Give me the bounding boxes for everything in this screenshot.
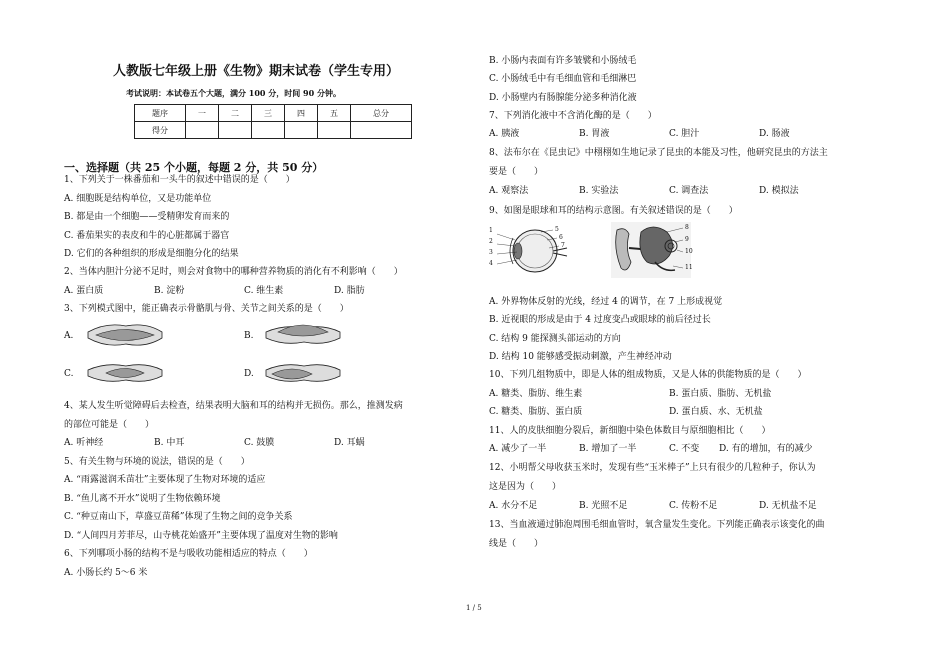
muscle-diagram-d <box>264 358 342 388</box>
score-cell <box>186 122 219 139</box>
muscle-diagram-a <box>86 320 164 350</box>
q7-option: C. 胆汁 <box>669 129 700 139</box>
page-number: 1 / 5 <box>466 604 482 612</box>
eye-label: 3 <box>489 249 493 256</box>
eye-label: 1 <box>489 227 493 234</box>
score-cell <box>351 122 412 139</box>
question-line: 4、某人发生听觉障碍后去检查，结果表明大脑和耳的结构并无损伤。那么，推测发病 <box>64 401 403 411</box>
q12-option: A. 水分不足 <box>489 501 538 511</box>
question-line: A. 细胞既是结构单位，又是功能单位 <box>64 194 212 204</box>
q2-option: C. 维生素 <box>244 286 284 296</box>
q4-option: C. 鼓膜 <box>244 438 275 448</box>
question-line: A. “雨露滋润禾苗壮”主要体现了生物对环境的适应 <box>64 475 266 485</box>
q11-option: B. 增加了一半 <box>579 444 637 454</box>
q10-option: B. 蛋白质、脂肪、无机盐 <box>669 389 772 399</box>
eye-label: 7 <box>561 242 565 249</box>
q12-option: D. 无机盐不足 <box>759 501 817 511</box>
question-line: D. “人间四月芳菲尽，山寺桃花始盛开”主要体现了温度对生物的影响 <box>64 531 338 541</box>
q2-option: B. 淀粉 <box>154 286 185 296</box>
question-line: D. 它们的各种组织的形成是细胞分化的结果 <box>64 249 239 259</box>
score-header-cell: 五 <box>318 105 351 122</box>
q3-option: A. <box>64 331 74 341</box>
question-line: B. “鱼儿离不开水”说明了生物依赖环境 <box>64 494 221 504</box>
question-line: 要是（ ） <box>489 167 544 177</box>
q11-option: C. 不变 <box>669 444 700 454</box>
q2-option: D. 脂肪 <box>334 286 365 296</box>
ear-label: 11 <box>685 264 693 271</box>
section-title: 一、选择题（共 25 个小题，每题 2 分，共 50 分） <box>64 161 324 174</box>
question-line: 的部位可能是（ ） <box>64 420 155 430</box>
exam-instructions: 考试说明：本试卷五个大题，满分 100 分，时间 90 分钟。 <box>126 88 341 98</box>
q12-option: C. 传粉不足 <box>669 501 718 511</box>
q3-option: C. <box>64 369 74 379</box>
question-line: C. 番茄果实的表皮和牛的心脏都属于器官 <box>64 231 230 241</box>
q10-option: D. 蛋白质、水、无机盐 <box>669 407 763 417</box>
ear-label: 8 <box>685 224 689 231</box>
score-header-cell: 三 <box>252 105 285 122</box>
question-line: C. 小肠绒毛中有毛细血管和毛细淋巴 <box>489 74 637 84</box>
ear-diagram <box>611 222 691 278</box>
score-header-cell: 四 <box>285 105 318 122</box>
muscle-diagram-b <box>264 320 342 350</box>
question-line: A. 外界物体反射的光线，经过 4 的调节，在 7 上形成视觉 <box>489 297 723 307</box>
question-line: C. “种豆南山下，草盛豆苗稀”体现了生物之间的竞争关系 <box>64 512 293 522</box>
q8-option: A. 观察法 <box>489 186 529 196</box>
score-header-cell: 题序 <box>135 105 186 122</box>
eye-label: 4 <box>489 260 493 267</box>
score-cell <box>318 122 351 139</box>
question-line: 12、小明帮父母收获玉米时，发现有些“玉米棒子”上只有很少的几粒种子，你认为 <box>489 463 816 473</box>
q7-option: D. 肠液 <box>759 129 790 139</box>
q10-option: A. 糖类、脂肪、维生素 <box>489 389 583 399</box>
question-line: B. 小肠内表面有许多皱襞和小肠绒毛 <box>489 56 637 66</box>
question-line: B. 都是由一个细胞——受精卵发育而来的 <box>64 212 230 222</box>
question-line: 13、当血液通过肺泡周围毛细血管时，氧含量发生变化。下列能正确表示该变化的曲 <box>489 520 825 530</box>
q11-option: D. 有的增加，有的减少 <box>719 444 813 454</box>
score-header-cell: 一 <box>186 105 219 122</box>
q8-option: B. 实验法 <box>579 186 619 196</box>
question-line: C. 结构 9 能探测头部运动的方向 <box>489 334 621 344</box>
q8-option: D. 模拟法 <box>759 186 799 196</box>
score-table <box>134 104 412 139</box>
question-line: 11、人的皮肤细胞分裂后，新细胞中染色体数目与原细胞相比（ ） <box>489 426 771 436</box>
score-cell <box>219 122 252 139</box>
question-line: 7、下列消化液中不含消化酶的是（ ） <box>489 111 657 121</box>
question-line: A. 小肠长约 5～6 米 <box>64 568 148 578</box>
question-line: 8、法布尔在《昆虫记》中栩栩如生地记录了昆虫的本能及习性，他研究昆虫的方法主 <box>489 148 828 158</box>
eye-label: 2 <box>489 238 493 245</box>
question-line: D. 结构 10 能够感受振动刺激，产生神经冲动 <box>489 352 672 362</box>
ear-label: 10 <box>685 248 693 255</box>
question-line: 9、如图是眼球和耳的结构示意图。有关叙述错误的是（ ） <box>489 206 738 216</box>
q7-option: A. 胰液 <box>489 129 520 139</box>
score-row-label: 得分 <box>135 122 186 139</box>
score-cell <box>252 122 285 139</box>
eye-label: 5 <box>555 226 559 233</box>
q7-option: B. 胃液 <box>579 129 610 139</box>
ear-label: 9 <box>685 236 689 243</box>
q2-option: A. 蛋白质 <box>64 286 104 296</box>
score-header-cell: 总分 <box>351 105 412 122</box>
q4-option: D. 耳蜗 <box>334 438 365 448</box>
q10-option: C. 糖类、脂肪、蛋白质 <box>489 407 583 417</box>
q8-option: C. 调查法 <box>669 186 709 196</box>
question-line: 10、下列几组物质中，即是人体的组成物质，又是人体的供能物质的是（ ） <box>489 370 807 380</box>
score-header-cell: 二 <box>219 105 252 122</box>
question-line: 3、下列模式图中，能正确表示骨骼肌与骨、关节之间关系的是（ ） <box>64 304 349 314</box>
question-line: B. 近视眼的形成是由于 4 过度变凸或眼球的前后径过长 <box>489 315 711 325</box>
page-title: 人教版七年级上册《生物》期末试卷（学生专用） <box>113 64 400 79</box>
question-line: 这是因为（ ） <box>489 482 562 492</box>
score-cell <box>285 122 318 139</box>
eye-label: 6 <box>559 234 563 241</box>
q3-option: D. <box>244 369 254 379</box>
q4-option: B. 中耳 <box>154 438 185 448</box>
muscle-diagram-c <box>86 358 164 388</box>
question-line: 线是（ ） <box>489 539 544 549</box>
question-line: 2、当体内胆汁分泌不足时，则会对食物中的哪种营养物质的消化有不利影响（ ） <box>64 267 403 277</box>
q4-option: A. 听神经 <box>64 438 104 448</box>
question-line: D. 小肠壁内有肠腺能分泌多种消化液 <box>489 93 637 103</box>
question-line: 1、下列关于一株番茄和一头牛的叙述中错误的是（ ） <box>64 175 295 185</box>
question-line: 5、有关生物与环境的说法，错误的是（ ） <box>64 457 250 467</box>
question-line: 6、下列哪项小肠的结构不是与吸收功能相适应的特点（ ） <box>64 549 313 559</box>
q12-option: B. 光照不足 <box>579 501 628 511</box>
q11-option: A. 减少了一半 <box>489 444 547 454</box>
q3-option: B. <box>244 331 254 341</box>
